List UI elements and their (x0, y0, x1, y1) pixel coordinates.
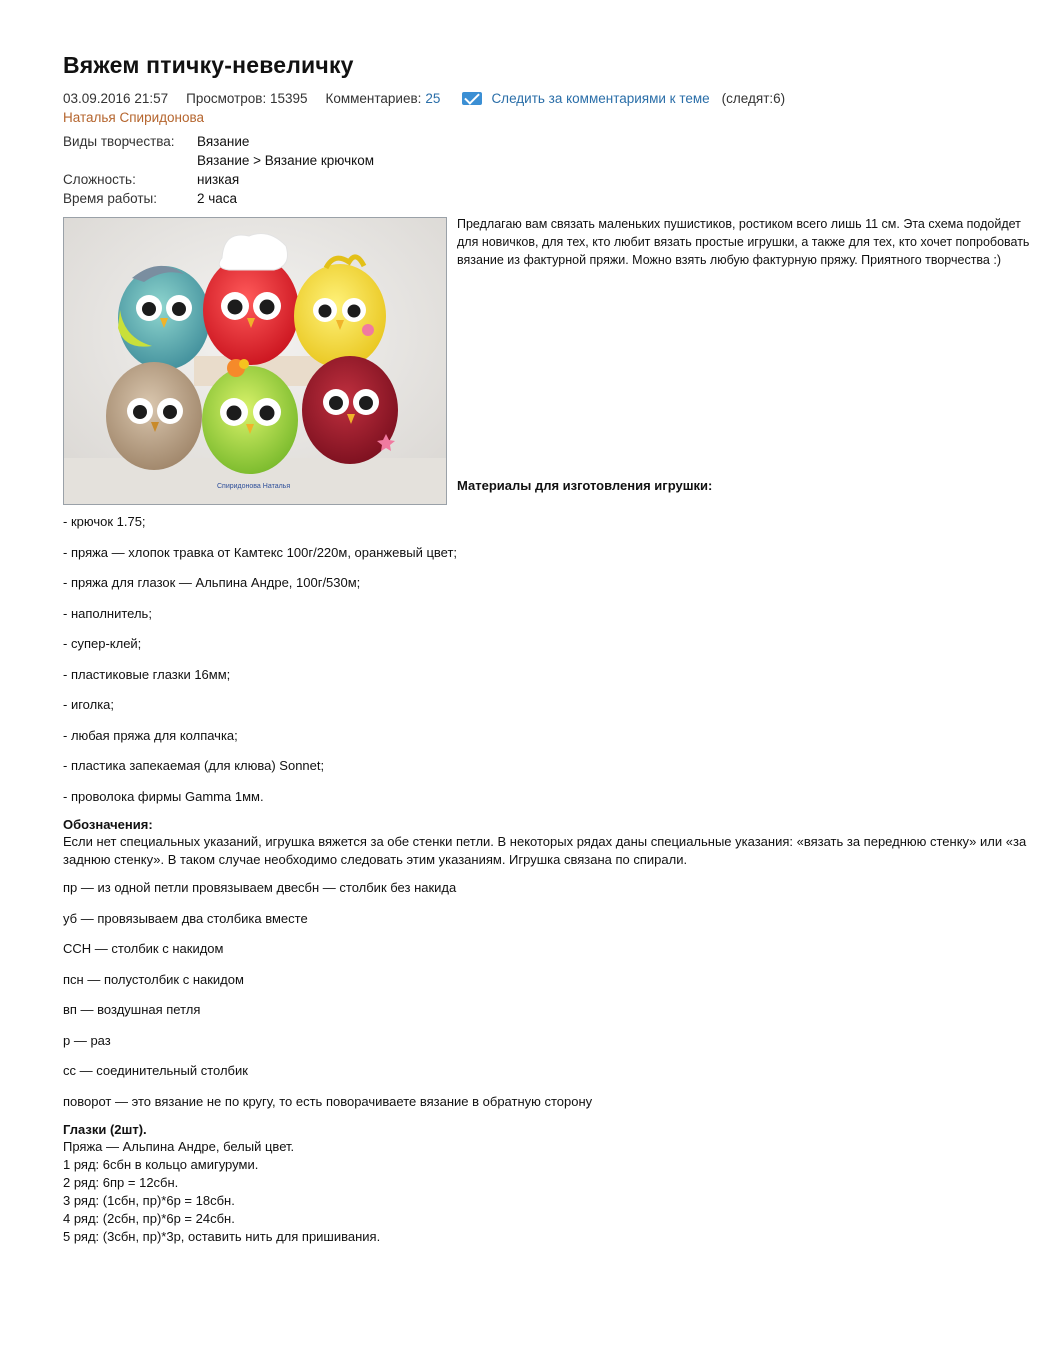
list-item: - проволока фирмы Gamma 1мм. (63, 788, 264, 804)
list-item: - пластиковые глазки 16мм; (63, 666, 231, 682)
article-meta (63, 91, 1033, 106)
pattern-row: 3 ряд: (1сбн, пр)*6р = 18сбн. (63, 1193, 235, 1208)
property-key: Виды творчества: (63, 134, 175, 149)
property-value: Вязание > Вязание крючком (197, 153, 374, 168)
definition-item: пр — из одной петли провязываем двесбн — столбик без накида (63, 880, 457, 895)
follow-comments-link[interactable]: Следить за комментариями к теме (491, 91, 710, 106)
definition-item: вп — воздушная петля (63, 1002, 201, 1017)
followers-count: (следят:6) (721, 91, 786, 106)
comments-link[interactable]: 25 (425, 91, 441, 106)
comments-info (325, 91, 440, 106)
pattern-row: 2 ряд: 6пр = 12сбн. (63, 1175, 179, 1190)
list-item: - супер-клей; (63, 636, 142, 651)
eyes-rows (63, 1138, 1033, 1246)
eyes-title: Глазки (2шт). (63, 1122, 147, 1137)
bird-beige (106, 362, 202, 470)
definition-item: уб — провязываем два столбика вместе (63, 910, 308, 926)
property-row (63, 152, 374, 171)
comments-label: Комментариев: (325, 91, 422, 106)
pattern-row: 1 ряд: 6сбн в кольцо амигуруми. (63, 1157, 259, 1172)
post-date: 03.09.2016 21:57 (63, 91, 169, 106)
pattern-row: Пряжа — Альпина Андре, белый цвет. (63, 1139, 295, 1154)
property-row (63, 190, 374, 209)
property-key (63, 152, 197, 171)
list-item: - иголка; (63, 697, 115, 712)
list-item: - пряжа — хлопок травка от Камтекс 100г/220м, оранжевый цвет; (63, 544, 458, 560)
article-properties (63, 133, 374, 209)
list-item: - пряжа для глазок — Альпина Андре, 100г/530м; (63, 575, 361, 590)
photo-watermark: Спиридонова Наталья (217, 483, 291, 490)
property-value: низкая (197, 172, 240, 187)
property-row (63, 171, 374, 190)
materials-title: Материалы для изготовления игрушки: (457, 478, 713, 493)
property-key: Сложность: (63, 172, 136, 187)
hero-section (63, 217, 1033, 507)
definition-item: псн — полустолбик с накидом (63, 971, 244, 987)
property-key: Время работы: (63, 191, 157, 206)
property-value: Вязание (197, 134, 250, 149)
page-title: Вяжем птичку-невеличку (63, 52, 354, 78)
bird-teal (118, 266, 210, 370)
materials-list (63, 513, 1033, 806)
intro-text: Предлагаю вам связать маленьких пушистиков, ростиком всего лишь 11 см. Эта схема подойдет для новичков, для тех, кто любит вязать простые игрушки, а также для тех, кто хочет попробовать вязание из фактурной пряжи. Можно взять любую фактурную пряжу. Приятного творчества :) (457, 217, 1030, 267)
eyes-section (63, 1121, 1033, 1246)
pattern-row: 5 ряд: (3сбн, пр)*3р, оставить нить для пришивания. (63, 1229, 381, 1244)
legend-section (63, 816, 1033, 869)
list-item: - крючок 1.75; (63, 514, 146, 529)
legend-text: Если нет специальных указаний, игрушка вяжется за обе стенки петли. В некоторых рядах даны специальные указания: «вязать за переднюю стенку» или «за заднюю стенку». В таком случае необходимо следовать этим указаниям. Игрушка связана по спирали. (63, 834, 1027, 867)
definition-item: поворот — это вязание не по кругу, то есть поворачиваете вязание в обратную сторону (63, 1093, 593, 1109)
pattern-row: 4 ряд: (2сбн, пр)*6р = 24сбн. (63, 1211, 235, 1226)
definition-item: ССН — столбик с накидом (63, 941, 224, 956)
definitions-list (63, 879, 1033, 1111)
follow-comments[interactable] (458, 91, 709, 106)
mail-icon (462, 92, 482, 105)
list-item: - пластика запекаемая (для клюва) Sonnet; (63, 758, 325, 773)
definition-item: сс — соединительный столбик (63, 1063, 248, 1078)
views-count: Просмотров: 15395 (186, 91, 308, 106)
toy-birds-photo (63, 217, 447, 505)
property-row (63, 133, 374, 152)
property-value: 2 часа (197, 191, 238, 206)
legend-title: Обозначения: (63, 817, 153, 832)
list-item: - любая пряжа для колпачка; (63, 727, 238, 743)
article (63, 52, 1033, 1246)
bird-wine (302, 356, 398, 464)
definition-item: р — раз (63, 1032, 111, 1048)
author-link[interactable]: Наталья Спиридонова (63, 110, 204, 125)
list-item: - наполнитель; (63, 605, 152, 621)
